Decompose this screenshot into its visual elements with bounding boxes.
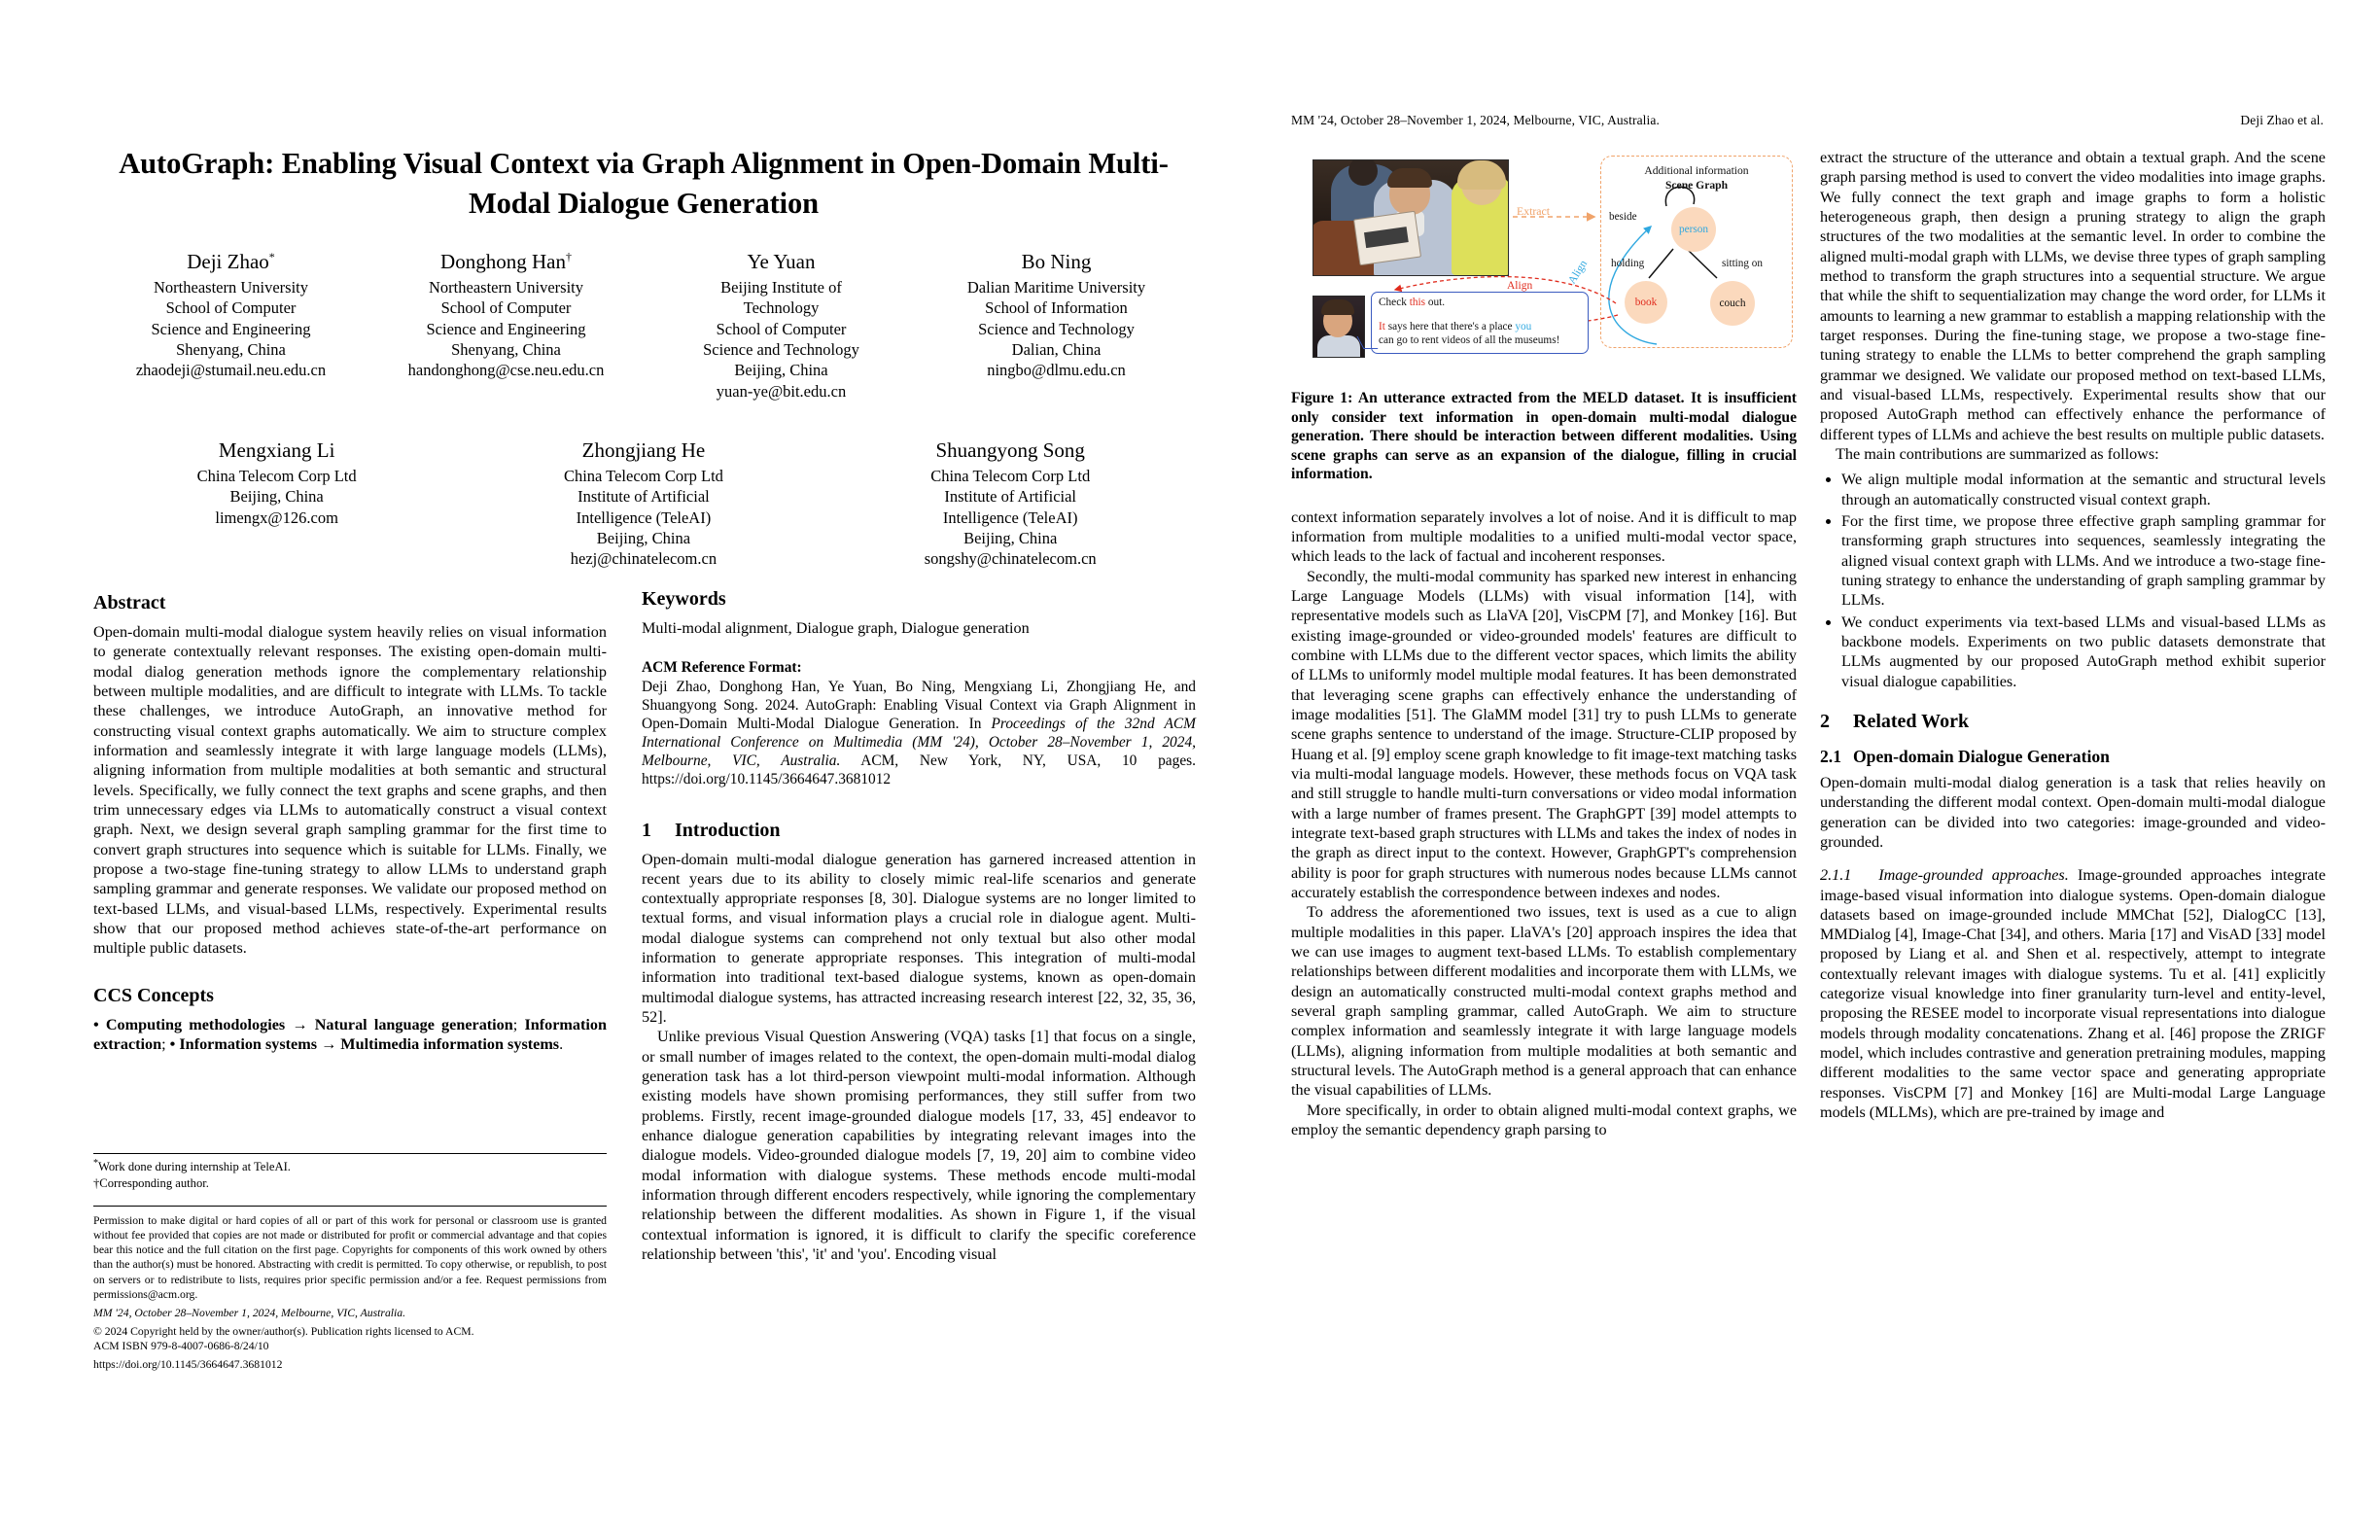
author-location: Dalian, China — [1011, 340, 1102, 360]
coref-you: you — [1515, 321, 1532, 332]
author-name: Deji Zhao* — [187, 250, 275, 273]
figure-canvas — [1291, 148, 1797, 377]
author-affiliation-line: Intelligence (TeleAI) — [942, 508, 1078, 527]
ccs-concept-2: Information extraction — [93, 1015, 607, 1053]
contributions-list — [1820, 470, 2326, 691]
col3-paragraph-4: More specifically, in order to obtain aligned multi-modal context graphs, we employ the semantic dependency graph parsing to — [1291, 1101, 1797, 1138]
section-heading-related-work: 2 Related Work — [1820, 710, 1970, 732]
coref-this: this — [1409, 297, 1426, 308]
author-name: Ye Yuan — [747, 250, 816, 273]
intro-paragraph-1: Open-domain multi-modal dialogue generation has garnered increased attention in recent years due to its ability to closely mimic real-life scenarios and generate contextually appropriate responses [8, 30]. Dialogue systems are no longer limited to textual forms, and visual information plays a crucial role in dialogue agent. Multi-modal dialogue systems can comprehend not only textual but also other modal information to generate appropriate responses. This integration of multi-modal information into traditional text-based dialogue systems, known as open-domain multimodal dialogue systems, has attracted increasing research interest [22, 32, 35, 36, 52]. — [642, 850, 1196, 1027]
author-affiliation-line: Beijing Institute of — [720, 277, 842, 297]
author-name: Mengxiang Li — [218, 438, 335, 462]
coref-it: It — [1379, 321, 1385, 332]
author-affiliation-line: School of Computer — [165, 298, 297, 318]
copyright-line-2: ACM ISBN 979-8-4007-0686-8/24/10 — [93, 1340, 269, 1353]
align-label-blue: Align — [1566, 258, 1591, 287]
copyright-venue: MM '24, October 28–November 1, 2024, Melbourne, VIC, Australia. — [93, 1306, 406, 1319]
author-location: Beijing, China — [963, 529, 1058, 548]
footnote-divider — [93, 1153, 607, 1154]
author-name: Shuangyong Song — [935, 438, 1085, 462]
acm-reference-proceedings: Proceedings of the 32nd ACM International Conference on Multimedia (MM '24), October 28–November 1, 2024, Melbourne, VIC, Australia. — [642, 716, 1196, 770]
list-item: • We conduct experiments via text-based LLMs and visual-based LLMs as backbone models. Experiments on two public datasets demonstrate that LLMs augmented by our proposed AutoGraph method exhibit superior visual dialogue capabilities. — [1841, 612, 2326, 691]
author-name: Donghong Han† — [440, 250, 572, 273]
figure-photo — [1312, 159, 1509, 276]
abstract-text: Open-domain multi-modal dialogue system heavily relies on visual information to generate contextually relevant responses. The existing open-domain multi-modal dialog generation methods ignore the complementary relationship between multiple modalities, and are difficult to integrate with LLMs. To tackle these challenges, we introduce AutoGraph, an innovative method for constructing visual context graphs automatically. We aim to structure complex information and seamlessly integrate it with large language models (LLMs), aligning information from multiple modalities at both semantic and structural levels. Specifically, we fully connect the text graphs and scene graphs, and then trim unnecessary edges via LLMs to automatically construct a visual context graph. Next, we design several graph sampling grammar for the first time to convert graph structures into sequence which is suitable for LLMs. Finally, we propose a two-stage fine-tuning strategy to allow LLMs to understand graph sampling grammar and generate responses. We validate our proposed method on text-based LLMs, and visual-based LLMs, respectively. Experimental results show that our proposed method achieves state-of-the-art performance on multiple public datasets. — [93, 623, 607, 958]
thumbnail-body — [1317, 335, 1360, 357]
author-block — [919, 249, 1194, 402]
author-name: Bo Ning — [1021, 250, 1092, 273]
author-affiliation-line: School of Computer — [440, 298, 572, 318]
author-mark: † — [565, 250, 572, 263]
list-item: • We align multiple modal information at the semantic and structural levels through an automatically constructed visual context graph. — [1841, 470, 2326, 509]
keywords-heading: Keywords — [642, 588, 726, 610]
copyright-line-1: © 2024 Copyright held by the owner/author(s). Publication rights licensed to ACM. — [93, 1324, 474, 1338]
col3-paragraph-3: To address the aforementioned two issues, text is used as a cue to align multiple modalities in this paper. LlaVA's [20] approach inspires the idea that we can use images to augment text-based LLMs. To establish complementary relationships between different modalities and incorporate them with LLMs, we design an automatically constructed multi-modal context graphs method and several graph sampling grammar, called AutoGraph. We aim to structure complex information and seamlessly integrate it with large language models (LLMs), aligning information from multiple modalities at both semantic and structural levels. The AutoGraph method is a general approach that can enhance the visual capabilities of LLMs. — [1291, 903, 1797, 1100]
keywords-text: Multi-modal alignment, Dialogue graph, Dialogue generation — [642, 619, 1030, 637]
copyright-divider — [93, 1206, 607, 1207]
author-mark: * — [268, 250, 275, 263]
author-block — [827, 438, 1194, 570]
author-affiliation-line: China Telecom Corp Ltd — [563, 466, 723, 485]
col3-paragraph-1: context information separately involves a lot of noise. And it is difficult to map information from multiple modalities to a unified multi-modal vector space, which leads to the lack of factual and incoherent responses. — [1291, 508, 1797, 566]
author-location: Beijing, China — [596, 529, 691, 548]
acm-reference-text: Deji Zhao, Donghong Han, Ye Yuan, Bo Ning, Mengxiang Li, Zhongjiang He, and Shuangyong Song. 2024. AutoGraph: Enabling Visual Context via Graph Alignment in Open-Domain Multi-Modal Dialogue Generation. In Proceedings of the 32nd ACM International Conference on Multimedia (MM '24), October 28–November 1, 2024, Melbourne, VIC, Australia. ACM, New York, NY, USA, 10 pages. https://doi.org/10.1145/3664647.3681012 — [642, 679, 1196, 788]
author-affiliation-line: Northeastern University — [429, 277, 583, 297]
author-email: zhaodeji@stumail.neu.edu.cn — [135, 361, 327, 380]
column-contributions — [1820, 148, 2326, 1122]
page-title: AutoGraph: Enabling Visual Context via Graph Alignment in Open-Domain Multi-Modal Dialogue Generation — [119, 147, 1169, 221]
scene-graph-box — [1600, 156, 1793, 348]
running-header — [1291, 113, 2324, 128]
author-affiliation-line: Northeastern University — [154, 277, 308, 297]
author-email: handonghong@cse.neu.edu.cn — [407, 361, 605, 380]
utterance-line-2: It says here that there's a place you can go to rent videos of all the museums! — [1379, 321, 1560, 347]
col4-related-paragraph: Open-domain multi-modal dialog generation is a task that relies heavily on understanding the different modal context. Open-domain multi-modal dialogue generation can be divided into two categories: image-grounded and video-grounded. — [1820, 773, 2326, 851]
author-affiliation-line: Science and Engineering — [426, 319, 586, 338]
copyright-doi[interactable]: https://doi.org/10.1145/3664647.3681012 — [93, 1358, 283, 1372]
column-abstract — [93, 591, 607, 1054]
scene-graph-subtitle: Additional information — [1644, 164, 1749, 177]
running-header-venue: MM '24, October 28–November 1, 2024, Melbourne, VIC, Australia. — [1291, 113, 1660, 127]
list-item: • For the first time, we propose three effective graph sampling grammar for transforming graph structures into sequences, seamlessly integrating the aligned visual context graph with LLMs. And we introduce a two-stage fine-tuning strategy to enhance the understanding of graph sampling grammar by LLMs. — [1841, 511, 2326, 611]
author-email: hezj@chinatelecom.cn — [570, 549, 718, 569]
author-affiliation-line: Science and Technology — [703, 340, 859, 360]
subsubsection-image-grounded: 2.1.1 Image-grounded approaches. Image-grounded approaches integrate image-based visual information into dialogue systems. Open-domain dialogue datasets based on image-grounded include MMChat [52], DialogCC [13], MMDialog [4], Image-Chat [34], and others. Maria [17] and VisAD [33] model proposed by Liang et al. and Shen et al. respectively, attempt to integrate contextually relevant images with dialogue systems. Tu et al. [41] explicitly categorize visual knowledge into finer granularity turn-level and entity-level, proposing the RESEE model to incorporate visual representations into dialogue models through modality concatenations. Zhang et al. [46] propose the ZRIGF model, which includes contrastive and generation pretraining modules, mapping different modalities to the same vector space and generating appropriate responses. VisCPM [7] and Monkey [16] are Multi-modal Large Language models (MLLMs), which are pre-trained by image and — [1820, 866, 2326, 1122]
col3-paragraph-2: Secondly, the multi-modal community has sparked new interest in enhancing Large Language Models (LLMs) with visual information [14], with representative models such as LlaVA [20], VisCPM [7], and Monkey [16]. But existing image-grounded or video-grounded models' features are difficult to combine with LLMs due to the different vector spaces, which limits the ability of LLMs to uniformly model multiple modal features. It has been demonstrated that leveraging scene graphs can effectively enhance the understanding of image modalities [51]. The GlaMM model [31] try to push LLMs to generate scene graphs sentence to understand of the image. Structure-CLIP proposed by Huang et al. [9] employ scene graph knowledge to fit image-text matching tasks via multi-modal language models. However, these methods focus on VQA task and still struggle to handle multi-turn conversations or video modal information with a large number of frames present. The GraphGPT [39] model attempts to integrate text-based graph structures with LLMs and takes the index of nodes in the graph as direct input to the context. However, GraphGPT's comprehension ability is poor for graph structures with numerous nodes because LLMs cannot accurately establish the correspondence between indexes and nodes. — [1291, 567, 1797, 902]
footnote-star: *Work done during internship at TeleAI. — [93, 1157, 291, 1173]
author-affiliation-line: Technology — [743, 298, 820, 318]
author-location: Shenyang, China — [176, 340, 286, 360]
author-email: songshy@chinatelecom.cn — [924, 549, 1097, 569]
subsubsection-title: Image-grounded approaches. — [1878, 866, 2069, 885]
graph-node-person: person — [1671, 207, 1716, 252]
thumbnail-hair — [1321, 299, 1354, 315]
copyright-permission: Permission to make digital or hard copies of all or part of this work for personal or classroom use is granted without fee provided that copies are not made or distributed for profit or commercial advantage and that copies bear this notice and the full citation on the first page. Copyrights for components of this work owned by others than the author(s) must be honored. Abstracting with credit is permitted. To copy otherwise, or republish, to post on servers or to redistribute to lists, requires prior specific permission and/or a fee. Request permissions from permissions@acm.org. — [93, 1214, 607, 1301]
col4-paragraph-1: extract the structure of the utterance and obtain a textual graph. And the scene graph parsing method is used to convert the video modalities into image graphs. We fully connect the text graph and image graphs to form a holistic heterogeneous graph, then design a pruning strategy to align the graph structures of the two modalities at the semantic level. In order to combine the aligned multi-modal graph with LLMs, we devise three types of graph sampling method to transform the graph structures into a sequential structure. We argue that while the shift to sequentialization may change the word order, for LLMs it amounts to learning a new grammar to establish a mapping relationship with the target responses. During the fine-tuning stage, we propose a two-stage fine-tuning strategy to enable the LLMs to better comprehend the graph sampling grammar we designed. We validate our proposed method on text-based LLMs, and visual-based LLMs, respectively. Experimental results show that our proposed AutoGraph method can effectively enhance the performance of different types of LLMs and achieve the best results on multiple public datasets. — [1820, 149, 2326, 443]
author-email: limengx@126.com — [215, 508, 338, 527]
footnotes — [93, 1159, 607, 1192]
edge-label-holding: holding — [1611, 258, 1645, 269]
footnote-dagger: †Corresponding author. — [93, 1176, 209, 1191]
utterance-line-1: Check this out. — [1379, 297, 1446, 308]
author-block — [93, 249, 368, 402]
author-affiliation-line: Institute of Artificial — [578, 487, 710, 507]
author-affiliation-line: School of Information — [985, 298, 1128, 318]
running-header-authors: Deji Zhao et al. — [2240, 113, 2324, 127]
author-email: yuan-ye@bit.edu.cn — [716, 381, 847, 401]
author-affiliation-line: Intelligence (TeleAI) — [576, 508, 712, 527]
column-keywords-intro — [642, 587, 1196, 1264]
author-block — [93, 438, 460, 570]
subsubsection-number: 2.1.1 — [1820, 866, 1852, 885]
subsection-heading-open-domain: 2.1 Open-domain Dialogue Generation — [1820, 746, 2110, 766]
copyright-block — [93, 1213, 607, 1372]
col4-paragraph-2: The main contributions are summarized as follows: — [1836, 444, 2159, 463]
figure-1 — [1291, 148, 1797, 377]
intro-paragraph-2: Unlike previous Visual Question Answering (VQA) tasks [1] that focus on a single, or small number of images related to the context, the open-domain multi-modal dialog generation task has a lot third-person viewpoint multi-modal information. Although existing models have shown promising performances, they still suffer from two problems. Firstly, recent image-grounded dialogue models [17, 33, 45] endeavor to enhance dialogue generation capabilities by integrating relevant images into the dialogue models. Video-grounded dialogue models [7, 19, 20] aim to combine video modal information with dialogue systems. These methods encode multi-modal information through different encoders respectively, while ignoring the complementary relationship between the different modalities. As shown in Figure 1, if the visual contextual information is ignored, it is difficult to clarify the specific coreference relationship between 'this', 'it' and 'you'. Encoding visual — [642, 1028, 1196, 1264]
authors-row-1 — [93, 249, 1194, 402]
align-label-red-1: Align — [1507, 280, 1533, 292]
graph-node-couch: couch — [1710, 281, 1755, 326]
author-block — [460, 438, 826, 570]
column-figure — [1291, 148, 1797, 1139]
extract-label: Extract — [1517, 204, 1551, 218]
graph-node-book: book — [1625, 281, 1667, 324]
author-affiliation-line: School of Computer — [716, 319, 847, 338]
author-affiliation-line: Dalian Maritime University — [966, 277, 1146, 297]
authors-row-2 — [93, 438, 1194, 570]
author-location: Beijing, China — [734, 361, 828, 380]
photo-book — [1353, 211, 1421, 265]
ccs-concept-1: • Computing methodologies → Natural language generation — [93, 1015, 513, 1033]
author-affiliation-line: China Telecom Corp Ltd — [196, 466, 357, 485]
abstract-heading: Abstract — [93, 592, 166, 613]
ccs-heading: CCS Concepts — [93, 984, 214, 1006]
acm-reference-heading: ACM Reference Format: — [642, 659, 802, 677]
author-email: ningbo@dlmu.edu.cn — [987, 361, 1126, 380]
author-affiliation-line: Institute of Artificial — [944, 487, 1077, 507]
photo-main-person-hair — [1387, 168, 1432, 188]
author-affiliation-line: China Telecom Corp Ltd — [930, 466, 1091, 485]
figure-caption: Figure 1: An utterance extracted from the MELD dataset. It is insufficient only consider text information in open-domain multi-modal dialogue generation. There should be interaction between different modalities. Using scene graphs can serve as an expansion of the dialogue, filling in crucial information. — [1291, 390, 1797, 483]
ccs-text: • Computing methodologies → Natural language generation; Information extraction; • Information systems → Multimedia information systems. — [93, 1015, 607, 1053]
author-block — [644, 249, 919, 402]
author-affiliation-line: Science and Technology — [978, 319, 1135, 338]
scene-graph-title: Scene Graph — [1664, 179, 1729, 192]
section-heading-introduction: 1 Introduction — [642, 819, 781, 841]
title-block — [93, 144, 1194, 225]
author-location: Shenyang, China — [451, 340, 561, 360]
figure-speaker-thumbnail — [1312, 296, 1365, 358]
edge-label-sitting-on: sitting on — [1722, 258, 1763, 269]
author-affiliation-line: Science and Engineering — [151, 319, 311, 338]
edge-label-beside: beside — [1609, 211, 1637, 223]
ccs-concept-3: • Information systems → Multimedia information systems — [169, 1034, 560, 1053]
author-location: Beijing, China — [229, 487, 324, 507]
author-block — [368, 249, 644, 402]
utterance-bubble — [1371, 292, 1589, 354]
author-name: Zhongjiang He — [581, 438, 706, 462]
